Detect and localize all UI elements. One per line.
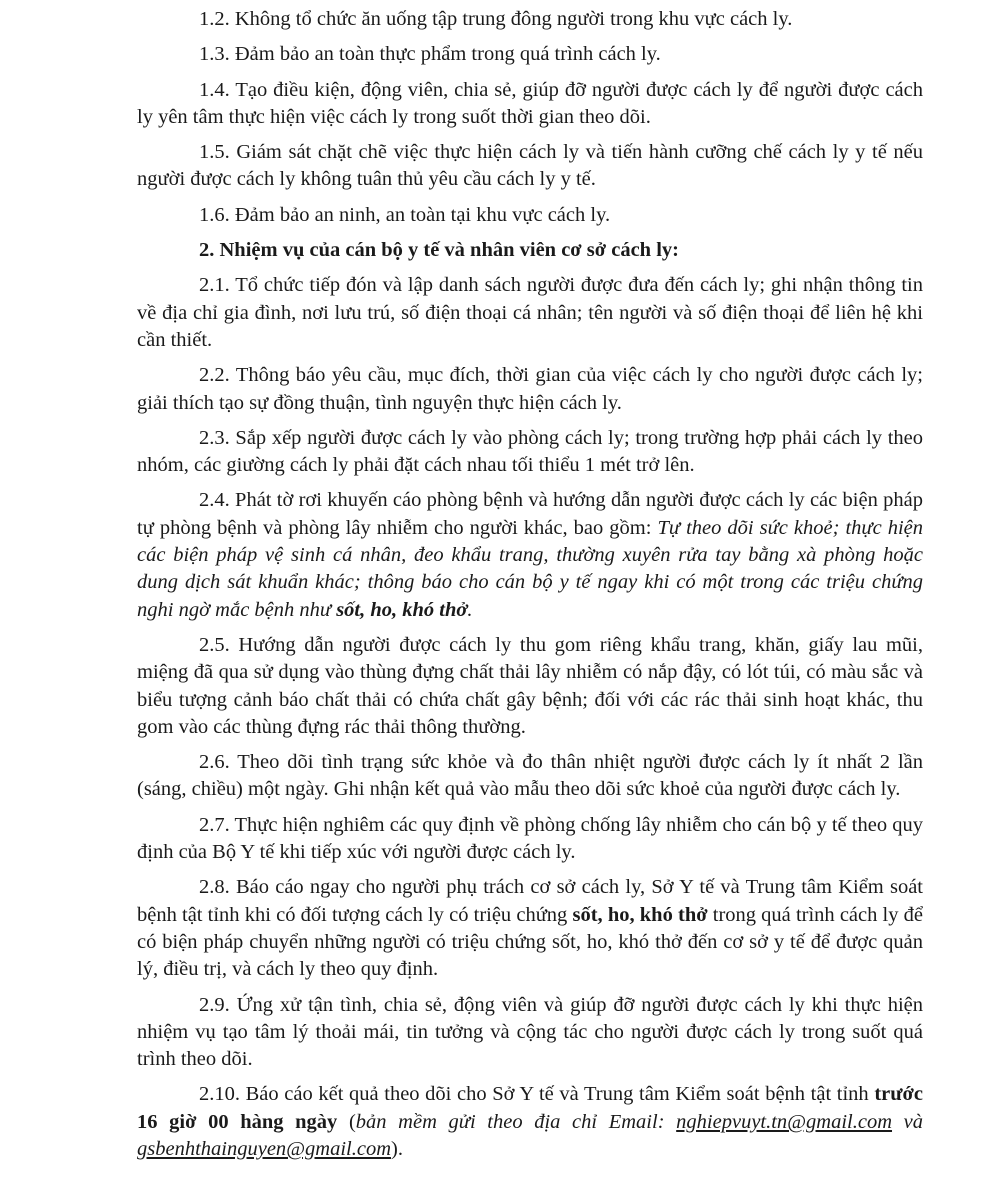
paragraph-2-4-italic: Tự theo dõi sức khoẻ; thực hiện các biện pháp vệ sinh cá nhân, đeo khẩu trang, thường xuyên rửa tay bằng xà phòng hoặc dung dịch sát khuẩn khác; thông báo cho cán bộ y tế ngay khi có một trong các triệu chứng nghi ngờ mắc bệnh như [137, 516, 923, 621]
paragraph-2-8 [137, 874, 923, 983]
paragraph-2-10-and: và [892, 1110, 924, 1133]
paragraph-2-8-symptoms: sốt, ho, khó thở [572, 903, 708, 926]
paragraph-2-4 [137, 487, 923, 623]
paragraph-2-10-text: 2.10. Báo cáo kết quả theo dõi cho Sở Y tế và Trung tâm Kiểm soát bệnh tật tỉnh [199, 1083, 875, 1106]
paragraph-1-4: 1.4. Tạo điều kiện, động viên, chia sẻ, giúp đỡ người được cách ly để người được cách ly yên tâm thực hiện việc cách ly trong suốt thời gian theo dõi. [137, 78, 923, 128]
paragraph-1-5: 1.5. Giám sát chặt chẽ việc thực hiện cách ly và tiến hành cưỡng chế cách ly y tế nếu người được cách ly không tuân thủ yêu cầu cách ly y tế. [137, 141, 923, 191]
paragraph-2-10-note: bản mềm gửi theo địa chỉ Email: [355, 1110, 677, 1133]
paragraph-2-10 [137, 1081, 923, 1163]
paragraph-1-3: 1.3. Đảm bảo an toàn thực phẩm trong quá trình cách ly. [199, 43, 661, 66]
paragraph-2-10-deadline: trước 16 giờ 00 hàng ngày [137, 1083, 923, 1133]
paragraph-2-4-end: . [467, 598, 473, 621]
paragraph-1-2: 1.2. Không tổ chức ăn uống tập trung đông người trong khu vực cách ly. [199, 8, 793, 30]
paragraph-2-2: 2.2. Thông báo yêu cầu, mục đích, thời gian của việc cách ly cho người được cách ly; giải thích tạo sự đồng thuận, tình nguyện thực hiện cách ly. [137, 364, 923, 414]
paragraph-2-8-text: 2.8. Báo cáo ngay cho người phụ trách cơ sở cách ly, Sở Y tế và Trung tâm Kiểm soát bệnh tật tỉnh khi có đối tượng cách ly có triệu chứng [137, 876, 923, 926]
paragraph-2-10-close: ). [391, 1137, 403, 1160]
section-heading-2: 2. Nhiệm vụ của cán bộ y tế và nhân viên cơ sở cách ly: [199, 239, 679, 262]
paragraph-2-10-paren: ( [337, 1110, 356, 1133]
paragraph-2-5: 2.5. Hướng dẫn người được cách ly thu gom riêng khẩu trang, khăn, giấy lau mũi, miệng đã qua sử dụng vào thùng đựng chất thải lây nhiễm có nắp đậy, có lót túi, có màu sắc và biểu tượng cảnh báo chất thải có chứa chất gây bệnh; đối với các rác thải sinh hoạt khác, thu gom vào các thùng đựng rác thải thông thường. [137, 633, 923, 738]
paragraph-2-9: 2.9. Ứng xử tận tình, chia sẻ, động viên và giúp đỡ người được cách ly khi thực hiện nhiệm vụ tạo tâm lý thoải mái, tin tưởng và cộng tác cho người được cách ly trong suốt quá trình theo dõi. [137, 993, 923, 1071]
paragraph-2-1: 2.1. Tổ chức tiếp đón và lập danh sách người được đưa đến cách ly; ghi nhận thông tin về địa chỉ gia đình, nơi lưu trú, số điện thoại cá nhân; tên người và số điện thoại để liên hệ khi cần thiết. [137, 274, 923, 351]
paragraph-2-4-text: 2.4. Phát tờ rơi khuyến cáo phòng bệnh và hướng dẫn người được cách ly các biện pháp tự phòng bệnh và phòng lây nhiễm cho người khác, bao gồm: [137, 489, 923, 539]
paragraph-2-8-rest: trong quá trình cách ly để có biện pháp chuyển những người có triệu chứng sốt, ho, khó thở đến cơ sở y tế để được quản lý, điều trị, và cách ly theo quy định. [137, 903, 924, 981]
paragraph-1-6: 1.6. Đảm bảo an ninh, an toàn tại khu vực cách ly. [199, 203, 611, 226]
paragraph-2-6: 2.6. Theo dõi tình trạng sức khỏe và đo thân nhiệt người được cách ly ít nhất 2 lần (sáng, chiều) một ngày. Ghi nhận kết quả vào mẫu theo dõi sức khoẻ của người được cách ly. [137, 751, 923, 801]
paragraph-2-4-symptoms: sốt, ho, khó thở [336, 598, 468, 621]
email-link-2[interactable]: gsbenhthainguyen@gmail.com [137, 1137, 391, 1160]
paragraph-2-3: 2.3. Sắp xếp người được cách ly vào phòng cách ly; trong trường hợp phải cách ly theo nhóm, các giường cách ly phải đặt cách nhau tối thiểu 1 mét trở lên. [137, 426, 923, 477]
paragraph-2-7: 2.7. Thực hiện nghiêm các quy định về phòng chống lây nhiễm cho cán bộ y tế theo quy định của Bộ Y tế khi tiếp xúc với người được cách ly. [137, 813, 923, 864]
email-link-1[interactable]: nghiepvuyt.tn@gmail.com [676, 1110, 893, 1133]
